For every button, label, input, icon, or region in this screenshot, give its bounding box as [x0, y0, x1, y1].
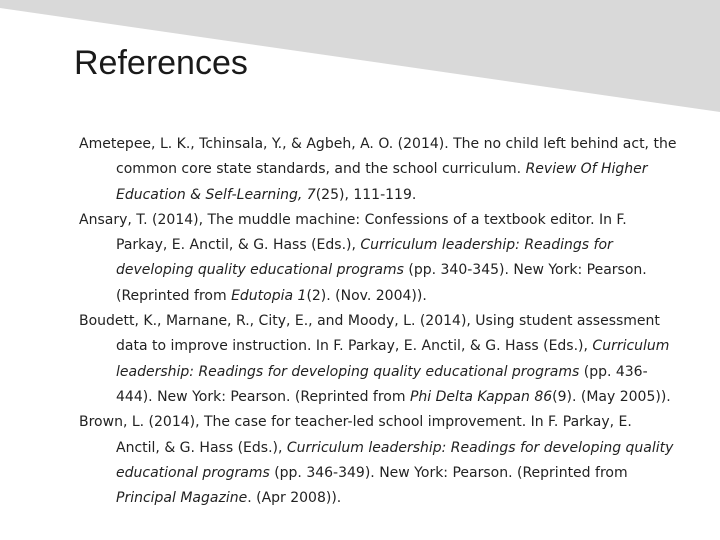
- reference-italic-text: Review Of Higher Education & Self-Learning, 7: [116, 161, 648, 203]
- page-title: References: [74, 44, 248, 82]
- reference-text: Boudett, K., Marnane, R., City, E., and Moody, L. (2014), Using student assessment data to improve instruction. In F. Parkay, E. Anctil, & G. Hass (Eds.),: [79, 313, 660, 355]
- reference-italic-text: Curriculum leadership: Readings for developing quality educational programs: [116, 439, 674, 481]
- reference-italic-text: Curriculum leadership: Readings for developing quality educational programs: [116, 338, 670, 380]
- reference-text: (pp. 346-349). New York: Pearson. (Reprinted from: [269, 464, 628, 481]
- reference-text: (25), 111-119.: [315, 186, 417, 203]
- reference-entry: [79, 132, 679, 208]
- reference-entry: [79, 410, 679, 511]
- reference-text: (9). (May 2005)).: [552, 388, 671, 405]
- reference-entry: [79, 309, 679, 410]
- reference-text: Brown, L. (2014), The case for teacher-led school improvement. In F. Parkay, E. Anctil, & G. Hass (Eds.),: [79, 414, 632, 456]
- reference-italic-text: Phi Delta Kappan 86: [409, 388, 553, 405]
- reference-text: . (Apr 2008)).: [247, 490, 342, 507]
- reference-text: Ansary, T. (2014), The muddle machine: Confessions of a textbook editor. In F. Parkay, E. Anctil, & G. Hass (Eds.),: [79, 211, 627, 254]
- reference-text: (pp. 340-345). New York: Pearson. (Reprinted from: [116, 262, 647, 304]
- reference-text: (pp. 436-444). New York: Pearson. (Reprinted from: [116, 363, 648, 405]
- references-list: [79, 132, 679, 511]
- reference-text: (2). (Nov. 2004)).: [306, 287, 427, 304]
- reference-text: Ametepee, L. K., Tchinsala, Y., & Agbeh, A. O. (2014). The no child left behind act, the common core state standards, and the school curriculum.: [79, 136, 677, 178]
- reference-italic-text: Edutopia 1: [231, 287, 307, 304]
- reference-entry: [79, 208, 679, 309]
- reference-italic-text: Principal Magazine: [116, 490, 248, 507]
- reference-italic-text: Curriculum leadership: Readings for developing quality educational programs: [116, 237, 613, 279]
